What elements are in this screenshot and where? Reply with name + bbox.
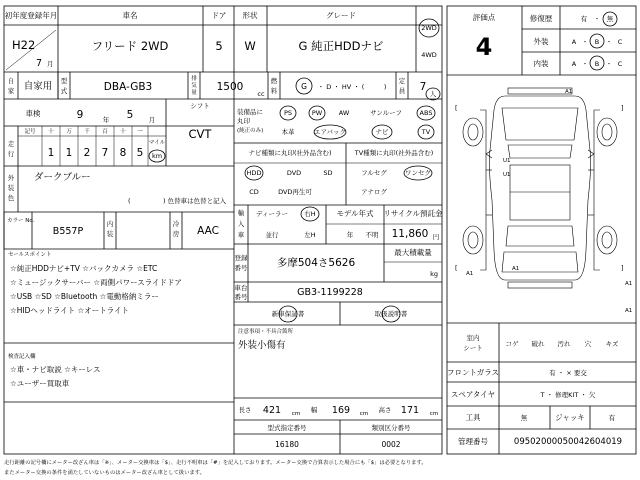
- spare-tire-label: スペアタイヤ: [450, 390, 496, 399]
- doc-new-warranty: 新車保証書: [271, 310, 305, 318]
- model-year-label: モデル年式: [336, 209, 374, 218]
- navi-type-item: CD: [249, 188, 259, 196]
- mileage-digit: 1: [47, 147, 55, 159]
- interior-sheet-item: 汚れ: [557, 340, 571, 348]
- interior-sheet-label-1: 室内: [466, 334, 480, 342]
- model-year-unknown: 不明: [365, 231, 379, 239]
- damage-mark: A1: [625, 281, 633, 287]
- place-label: 一: [137, 129, 143, 135]
- first-reg-month-unit: 月: [47, 60, 54, 68]
- use-label-2: 家: [7, 87, 15, 95]
- class-label: 類別区分番号: [371, 424, 411, 432]
- use-label-1: 自: [7, 77, 15, 85]
- jack-value: 有: [608, 414, 616, 422]
- place-label: 十: [120, 129, 126, 135]
- model-year-unit: 年: [346, 231, 354, 239]
- recycle-label: リサイクル預託金: [383, 209, 443, 218]
- exterior-option: C: [617, 38, 623, 46]
- tv-type-item: ワンセグ: [405, 169, 431, 177]
- disp-label-2: 気: [191, 83, 197, 89]
- shape-label: 形状: [242, 11, 258, 20]
- model-label-2: 式: [60, 87, 68, 95]
- exterior-label: 外装: [533, 37, 549, 46]
- interior-sheet-item: コゲ: [505, 340, 519, 348]
- tools-value: 無: [520, 414, 528, 422]
- damage-mark: A1: [625, 308, 633, 314]
- place-label: 百: [102, 129, 108, 135]
- interior-option: B: [594, 60, 600, 68]
- equipment-label-2: 丸印: [237, 117, 250, 125]
- interior-label-2: 装: [106, 230, 114, 238]
- sales-point-line: ☆純正HDDナビ+TV ☆バックカメラ ☆ETC: [10, 264, 158, 273]
- diagram-bracket-right: ]: [621, 264, 624, 272]
- disp-unit: cc: [257, 90, 265, 98]
- import-label-2: 入: [237, 220, 245, 228]
- disp-value: 1500: [216, 81, 244, 93]
- disp-label-3: 量: [191, 90, 197, 96]
- tools-label: 工具: [465, 413, 481, 422]
- width-unit: cm: [359, 411, 369, 417]
- place-label: 万: [66, 129, 72, 135]
- car-name-value: フリード 2WD: [91, 39, 169, 53]
- fuel-label-2: 料: [270, 87, 278, 95]
- shift-label: シフト: [190, 102, 210, 110]
- width-value: 169: [331, 405, 351, 416]
- diagram-bracket-right: ]: [621, 104, 624, 112]
- inspection-month: 5: [126, 109, 134, 121]
- color-code-value: B557P: [52, 226, 84, 237]
- place-label: 千: [84, 129, 90, 135]
- interior-sheet-item: キズ: [605, 340, 619, 348]
- spare-tire-value: T ・ 修理KIT ・ 欠: [540, 391, 596, 399]
- repair-option: 無: [606, 15, 614, 23]
- color-label-2: 装: [7, 184, 15, 192]
- interior-rating-label: 内装: [533, 59, 549, 68]
- mileage-digit: 2: [83, 147, 91, 159]
- color-label-1: 外: [7, 174, 15, 182]
- chassis-label-2: 番号: [234, 293, 248, 301]
- car-name-label: 車名: [122, 11, 138, 20]
- exterior-option: ・: [581, 38, 589, 46]
- color-value: ダークブルー: [34, 172, 91, 183]
- mileage-mile-label: マイル: [148, 140, 166, 146]
- equipment-item: 本革: [281, 128, 295, 136]
- mileage-digit: 1: [65, 147, 73, 159]
- mileage-place-labels: [48, 127, 143, 135]
- mileage-label-1: 走: [7, 140, 15, 148]
- import-right-hand: 右H: [304, 210, 316, 218]
- reg-value: 多摩504さ5626: [276, 257, 356, 269]
- equipment-item: ナビ: [375, 128, 389, 136]
- doc-manual: 取扱説明書: [374, 310, 408, 318]
- navi-type-item: SD: [323, 169, 333, 177]
- capacity-label-1: 定: [398, 77, 406, 85]
- place-label: 十: [48, 129, 54, 135]
- height-unit: cm: [429, 411, 439, 417]
- diagram-bracket-left: [: [455, 264, 458, 272]
- interior-sheet-label-2: シート: [463, 344, 483, 352]
- exterior-option: A: [571, 38, 577, 46]
- ac-label-2: 房: [172, 230, 180, 238]
- width-label: 幅: [310, 406, 318, 414]
- notes-value: 外装小傷有: [238, 340, 286, 351]
- max-load-label: 最大積載量: [394, 248, 432, 257]
- interior-label-1: 内: [106, 220, 114, 228]
- exterior-option: ・: [605, 38, 613, 46]
- equipment-item: サンルーフ: [370, 109, 402, 117]
- equipment-item: TV: [421, 128, 431, 136]
- fuel-label-1: 燃: [270, 77, 278, 85]
- import-left-hand: 左H: [304, 231, 316, 239]
- shift-value: CVT: [188, 127, 212, 141]
- model-label-1: 型: [60, 77, 68, 85]
- reg-label-2: 番号: [234, 264, 248, 272]
- door-label: ドア: [211, 11, 227, 20]
- height-label: 高さ: [378, 406, 392, 414]
- navi-type-item: DVD再生可: [278, 188, 312, 196]
- car-diagram: [463, 88, 617, 288]
- use-value: 自家用: [23, 81, 53, 92]
- damage-mark: U1: [503, 158, 511, 164]
- damage-mark: A1: [512, 266, 520, 272]
- capacity-label-2: 員: [398, 87, 406, 95]
- mileage-digit-label: 記号: [24, 129, 36, 135]
- type-value: 16180: [275, 440, 299, 449]
- equipment-item: PS: [283, 109, 293, 117]
- ac-label-1: 冷: [172, 220, 180, 228]
- first-reg-era: H22: [12, 38, 36, 52]
- mileage-digit: 7: [101, 147, 109, 159]
- score-value: 4: [475, 33, 493, 61]
- disp-label-1: 排: [191, 76, 197, 82]
- interior-option: ・: [581, 60, 589, 68]
- fuel-value: G: [301, 82, 307, 91]
- front-glass-value: 有 ・ × 要交: [549, 369, 587, 377]
- tv-type-label: TV種類に丸印(社外品含む): [354, 149, 434, 157]
- capacity-unit: 人: [429, 90, 437, 98]
- reg-label-1: 登録: [234, 254, 248, 262]
- equipment-label-3: (純正のみ): [237, 128, 264, 134]
- sales-points-label: セールスポイント: [8, 252, 52, 258]
- tv-type-item: アナログ: [361, 188, 387, 196]
- shape-value: W: [244, 39, 256, 53]
- equipment-item: ABS: [419, 109, 433, 117]
- recycle-unit: 円: [432, 233, 440, 241]
- import-label-3: 車: [237, 231, 245, 239]
- damage-mark: A1: [565, 89, 573, 95]
- inspector-note-line: ☆車・ナビ取説 ☆キーレス: [10, 365, 101, 374]
- mileage-label-2: 行: [7, 150, 15, 158]
- inspection-year: 9: [76, 109, 84, 121]
- inspection-month-unit: 月: [148, 116, 156, 124]
- mileage-unit: km: [151, 152, 163, 160]
- footer-line-1: 走行距離の記号欄にメーター改ざん車は「※」、メーター交換車は「$」、走行不明車は「#」を記入しております。メーター交換で合算表示した場合にも「$」は必要となります。: [4, 460, 427, 466]
- capacity-value: 7: [419, 81, 427, 93]
- repair-label: 修復歴: [529, 14, 553, 23]
- equipment-label-1: 装備品に: [237, 108, 263, 116]
- grade-label: グレード: [326, 11, 356, 20]
- recycle-value: 11,860: [391, 228, 429, 240]
- inspector-notes-label: 検査記入欄: [8, 354, 36, 360]
- interior-option: A: [571, 60, 577, 68]
- equipment-item: AW: [338, 109, 350, 117]
- interior-sheet-item: 破れ: [531, 340, 545, 348]
- equipment-item: PW: [311, 109, 323, 117]
- score-label: 評価点: [472, 13, 496, 22]
- import-parallel: 並行: [265, 231, 279, 239]
- length-value: 421: [262, 405, 282, 416]
- max-load-unit: kg: [430, 270, 438, 278]
- inspection-label: 車検: [25, 109, 41, 118]
- damage-mark: A1: [466, 271, 474, 277]
- equipment-items: [280, 106, 435, 139]
- chassis-value: GB3-1199228: [297, 287, 363, 298]
- navi-type-item: DVD: [286, 169, 302, 177]
- sales-point-line: ☆ミュージックサーバー ☆両側パワースライドドア: [10, 278, 182, 287]
- navi-type-item: HDD: [246, 169, 262, 177]
- interior-option: ・: [605, 60, 613, 68]
- length-label: 長さ: [238, 406, 252, 414]
- jack-label: ジャッキ: [555, 413, 585, 422]
- interior-option: C: [617, 60, 623, 68]
- drive-4wd: 4WD: [421, 51, 437, 59]
- grade-value: G 純正HDDナビ: [298, 39, 384, 53]
- diagram-bracket-left: [: [455, 104, 458, 112]
- inspector-note-line: ☆ユーザー買取車: [10, 379, 70, 388]
- model-value: DBA-GB3: [103, 81, 153, 93]
- damage-mark: U1: [503, 172, 511, 178]
- footer-line-2: またメーター交換の条件を満たしていないものはメーター改ざん車として扱います。: [4, 470, 205, 476]
- first-reg-label: 初年度登録年月: [4, 11, 58, 20]
- chassis-label-1: 車台: [234, 284, 248, 292]
- mileage-digits: [48, 147, 144, 159]
- mgmt-value: 09502000050042604019: [513, 437, 623, 447]
- type-label: 型式指定番号: [267, 424, 307, 432]
- length-unit: cm: [291, 411, 301, 417]
- notes-label: 注意事項・不具合箇所: [238, 329, 294, 335]
- drive-2wd: 2WD: [421, 24, 437, 32]
- color-label-3: 色: [7, 194, 15, 202]
- front-glass-label: フロントガラス: [446, 368, 500, 377]
- door-value: 5: [215, 39, 223, 53]
- color-code-label: カラー No.: [7, 218, 35, 224]
- mileage-digit: 8: [119, 147, 127, 159]
- import-label-1: 輸: [237, 209, 245, 217]
- mileage-digit: 5: [136, 147, 144, 159]
- color-note: ( ) 色替車は色替と記入: [128, 197, 227, 205]
- import-dealer: ディーラー: [256, 210, 288, 218]
- height-value: 171: [400, 405, 420, 416]
- fuel-options: ・ D ・ HV ・ ( ): [317, 83, 387, 91]
- exterior-option: B: [594, 38, 600, 46]
- interior-sheet-item: 穴: [584, 340, 592, 348]
- sales-point-line: ☆HIDヘッドライト ☆オートライト: [10, 306, 130, 315]
- equipment-item: エアバック: [314, 128, 346, 136]
- sales-point-line: ☆USB ☆SD ☆Bluetooth ☆電動格納ミラー: [10, 292, 159, 301]
- navi-type-label: ナビ種類に丸印(社外品含む): [248, 149, 332, 157]
- repair-option: ・: [593, 15, 601, 23]
- ac-value: AAC: [197, 225, 219, 237]
- first-reg-month: 7: [36, 58, 43, 69]
- mgmt-label: 管理番号: [458, 437, 488, 446]
- tv-type-item: フルセグ: [361, 169, 387, 177]
- inspection-year-unit: 年: [102, 116, 110, 124]
- class-value: 0002: [381, 440, 401, 449]
- repair-option: 有: [580, 15, 588, 23]
